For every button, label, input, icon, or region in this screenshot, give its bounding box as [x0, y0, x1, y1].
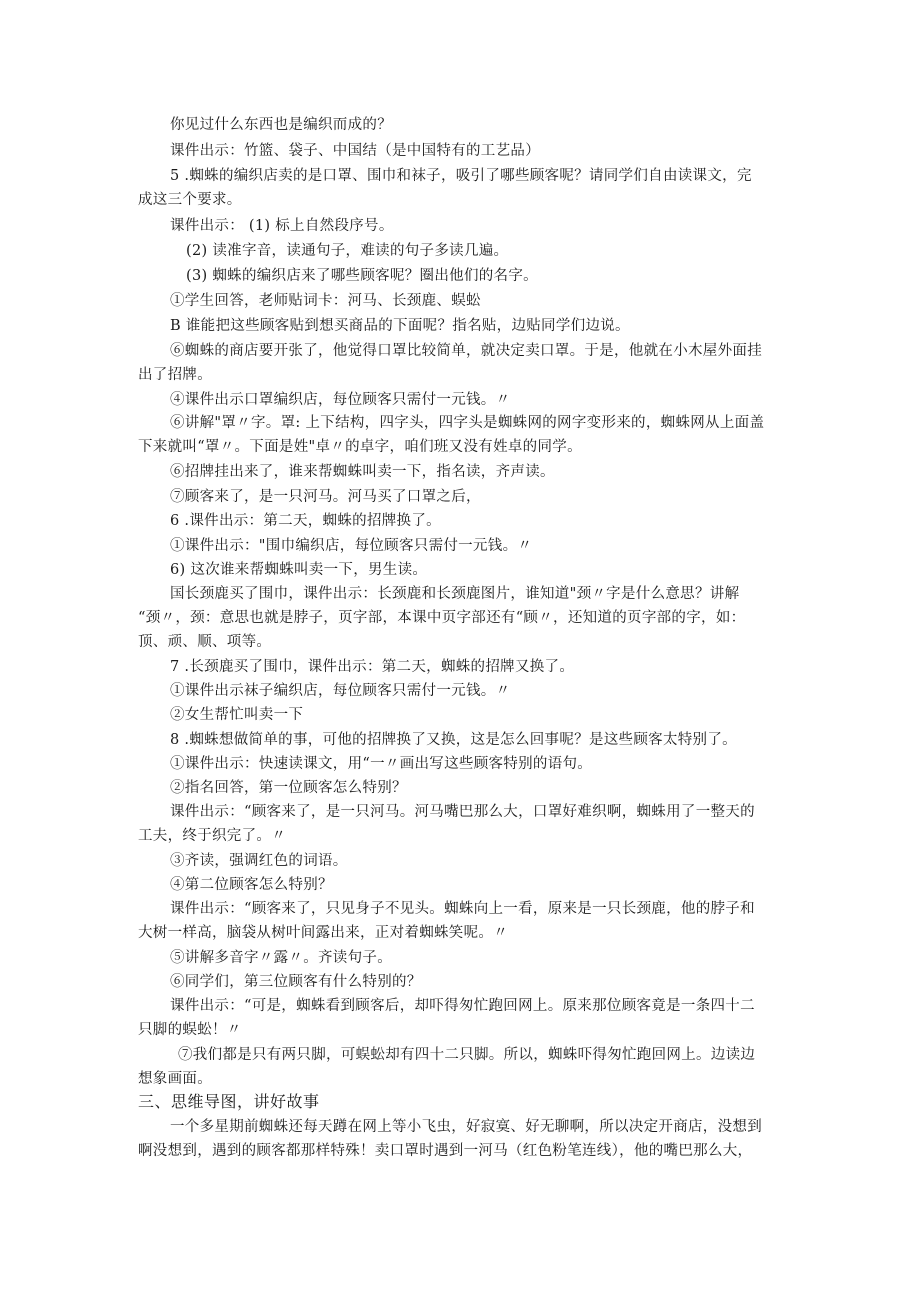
text-line: ⑦顾客来了，是一只河马。河马买了口罩之后， [170, 489, 481, 505]
text-line: 你见过什么东西也是编织而成的？ [170, 117, 392, 133]
text-line: ⑤讲解多音字〃露〃。齐读句子。 [170, 950, 392, 966]
text-line: 下来就叫“罩〃。下面是姓"卓〃的卓字，咱们班又没有姓卓的同学。 [138, 439, 582, 455]
text-line: ①学生回答，老师贴词卡：河马、长颈鹿、蜈蚣 [170, 293, 481, 309]
text-line: 8 .蜘蛛想做简单的事，可他的招牌换了又换，这是怎么回事呢？是这些顾客太特别了。 [170, 732, 737, 748]
text-line: 出了招牌。 [138, 367, 212, 383]
section-heading: 三、思维导图，讲好故事 [138, 1092, 320, 1111]
text-line: ③齐读，强调红色的词语。 [170, 853, 348, 869]
text-line: 只脚的蜈蚣！〃 [138, 1022, 242, 1038]
text-line: 课件出示：竹篮、袋子、中国结（是中国特有的工艺品） [170, 143, 540, 159]
text-line: 大树一样高，脑袋从树叶间露出来，正对着蜘蛛笑呢。〃 [138, 925, 508, 941]
text-line: (3) 蜘蛛的编织店来了哪些顾客呢？圈出他们的名字。 [186, 268, 538, 284]
text-line: ④课件出示口罩编织店，每位顾客只需付一元钱。〃 [170, 392, 511, 408]
text-line: ⑥招牌挂出来了，谁来帮蜘蛛叫卖一下，指名读，齐声读。 [170, 464, 555, 480]
text-line: ②女生帮忙叫卖一下 [170, 707, 304, 723]
text-line: 工夫，终于织完了。〃 [138, 828, 286, 844]
text-line: 7 .长颈鹿买了围巾，课件出示：第二天，蜘蛛的招牌又换了。 [170, 659, 575, 675]
text-line: 课件出示：“可是，蜘蛛看到顾客后，却吓得匆忙跑回网上。原来那位顾客竟是一条四十二 [170, 998, 755, 1014]
text-line: ⑥讲解"罩〃字。罩: 上下结构，四字头，四字头是蜘蛛网的网字变形来的，蜘蛛网从上面盖 [170, 415, 765, 431]
text-line: 成这三个要求。 [138, 192, 242, 208]
text-line: 课件出示：“顾客来了，只见身子不见头。蜘蛛向上一看，原来是一只长颈鹿，他的脖子和 [170, 901, 755, 917]
text-line: 顶、顽、顺、项等。 [138, 634, 272, 650]
text-line: 课件出示：“顾客来了，是一只河马。河马嘴巴那么大，口罩好难织啊，蜘蛛用了一整天的 [170, 804, 755, 820]
text-line: 课件出示： (1) 标上自然段序号。 [170, 218, 394, 234]
text-line: ①课件出示袜子编织店，每位顾客只需付一元钱。〃 [170, 683, 511, 699]
text-line: 一个多星期前蜘蛛还每天蹲在网上等小飞虫，好寂寞、好无聊啊，所以决定开商店，没想到 [170, 1119, 762, 1135]
text-line: ④第二位顾客怎么特别？ [170, 877, 333, 893]
text-line: ⑥蜘蛛的商店要开张了，他觉得口罩比较简单，就决定卖口罩。于是，他就在小木屋外面挂 [170, 343, 762, 359]
text-line: (2) 读准字音，读通句子，难读的句子多读几遍。 [186, 243, 509, 259]
text-line: “颈〃，颈：意思也就是脖子，页字部，本课中页字部还有“顾〃，还知道的页字部的字，如： [138, 610, 746, 626]
text-line: ⑦我们都是只有两只脚，可蜈蚣却有四十二只脚。所以，蜘蛛吓得匆忙跑回网上。边读边 [178, 1047, 756, 1063]
text-line: B 谁能把这些顾客贴到想买商品的下面呢？指名贴，边贴同学们边说。 [170, 318, 630, 334]
text-line: 啊没想到，遇到的顾客都那样特殊！卖口罩时遇到一河马（红色粉笔连线），他的嘴巴那么大， [138, 1143, 753, 1159]
text-line: 5 .蜘蛛的编织店卖的是口罩、围巾和袜子，吸引了哪些顾客呢？请同学们自由读课文，完 [170, 168, 752, 184]
text-line: ②指名回答，第一位顾客怎么特别？ [170, 780, 407, 796]
text-line: 想象画面。 [138, 1071, 212, 1087]
text-line: ①课件出示："围巾编织店，每位顾客只需付一元钱。〃 [170, 538, 533, 554]
text-line: ⑥同学们，第三位顾客有什么特别的？ [170, 974, 422, 990]
text-line: 国长颈鹿买了围巾，课件出示：长颈鹿和长颈鹿图片，谁知道"颈〃字是什么意思？讲解 [170, 586, 740, 602]
text-line: 6) 这次谁来帮蜘蛛叫卖一下，男生读。 [170, 562, 428, 578]
text-line: ①课件出示：快速读课文，用“一〃画出写这些顾客特别的语句。 [170, 756, 593, 772]
text-line: 6 .课件出示：第二天，蜘蛛的招牌换了。 [170, 513, 441, 529]
